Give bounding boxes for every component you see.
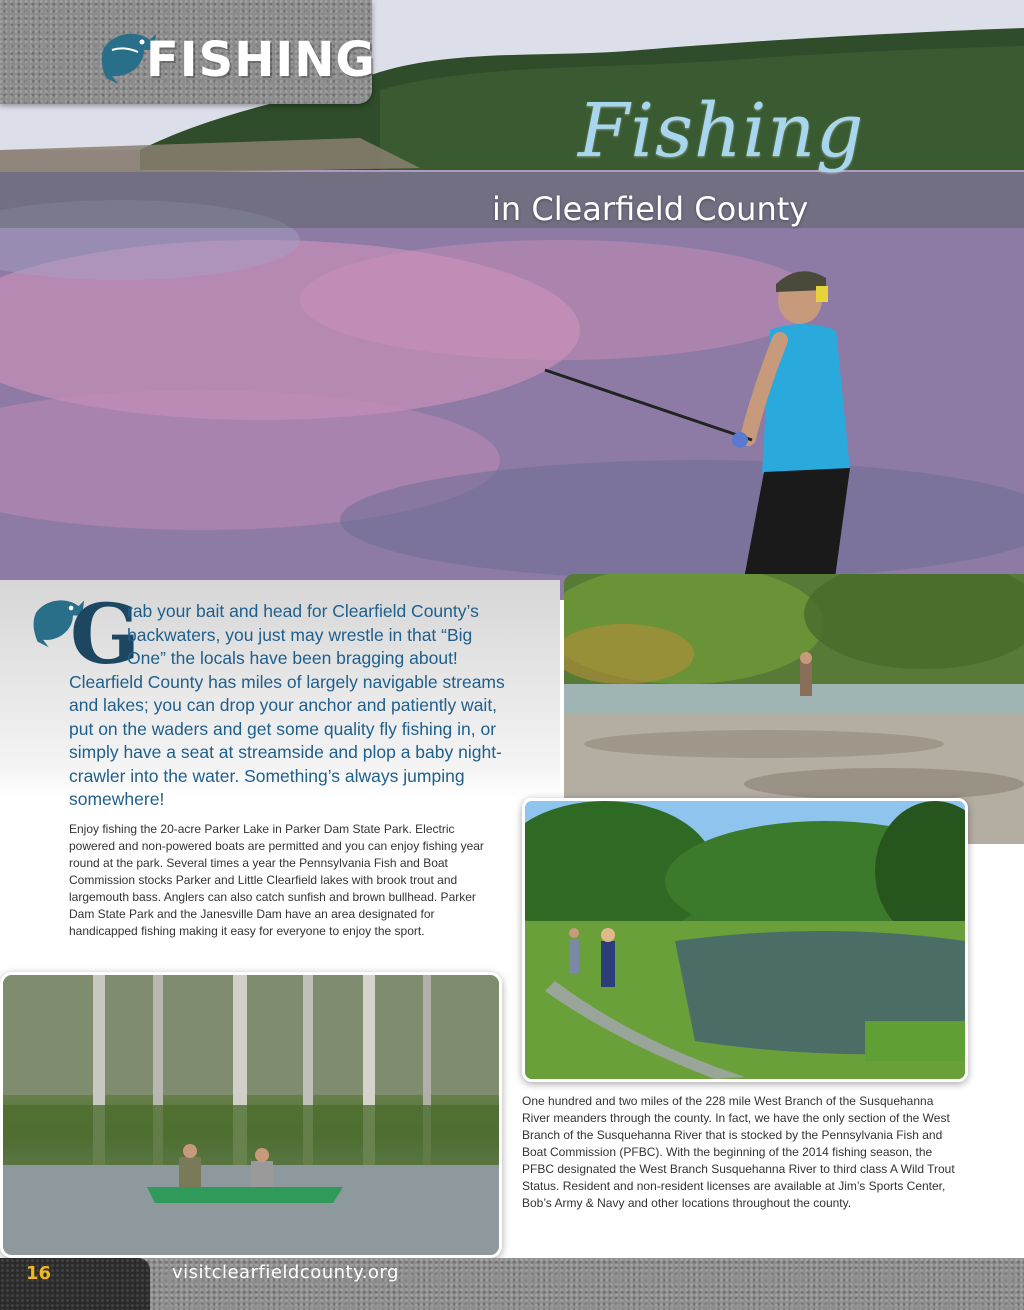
boat-scene <box>3 975 499 1255</box>
hero-title: Fishing <box>578 88 865 174</box>
pond-scene <box>525 801 965 1079</box>
website-link[interactable]: visitclearfieldcounty.org <box>172 1262 399 1283</box>
dropcap-letter: G <box>70 587 141 683</box>
parker-lake-paragraph: Enjoy fishing the 20-acre Parker Lake in Parker Dam State Park. Electric powered and non-powered boats are permitted and you can enjoy fishing year round at the park. Several times a year the Pennsylvania Fish and Boat Commission stocks Parker and Little Clearfield lakes with brook trout and largemouth bass. Anglers can also catch sunfish and brown bullhead. Parker Dam State Park and the Janesville Dam have an area designated for handicapped fishing making it easy for everyone to enjoy the sport. <box>69 822 484 938</box>
intro-paragraph <box>69 600 509 812</box>
intro-text: rab your bait and head for Clearfield County’s backwaters, you just may wrestle in that “Big One” the locals have been bragging about! Clearfield County has miles of largely navigable streams and lakes; you can drop your anchor and patiently wait, put on the waders and get some quality fly fishing in, or simply have a seat at streamside and plop a baby night-crawler into the water. Something’s always jumping somewhere! <box>69 601 505 809</box>
footer-page-tab <box>0 1258 150 1310</box>
hero-subtitle: in Clearfield County <box>492 190 809 228</box>
footer-bar <box>0 1258 1024 1310</box>
section-tab <box>0 0 376 104</box>
section-label: FISHING <box>146 32 376 88</box>
west-branch-paragraph: One hundred and two miles of the 228 mile West Branch of the Susquehanna River meanders through the county. In fact, we have the only section of the West Branch of the Susquehanna River that is stocked by the Pennsylvania Fish and Boat Commission (PFBC). With the beginning of the 2014 fishing season, the PFBC designated the West Branch Susquehanna River to third class A Wild Trout Status. Resident and non-resident licenses are available at Jim’s Sports Center, Bob’s Army & Navy and other locations throughout the county. <box>522 1094 955 1210</box>
page-number: 16 <box>26 1263 52 1284</box>
photo-boat-anglers <box>0 972 502 1258</box>
photo-pond-kids-fishing <box>522 798 968 1082</box>
